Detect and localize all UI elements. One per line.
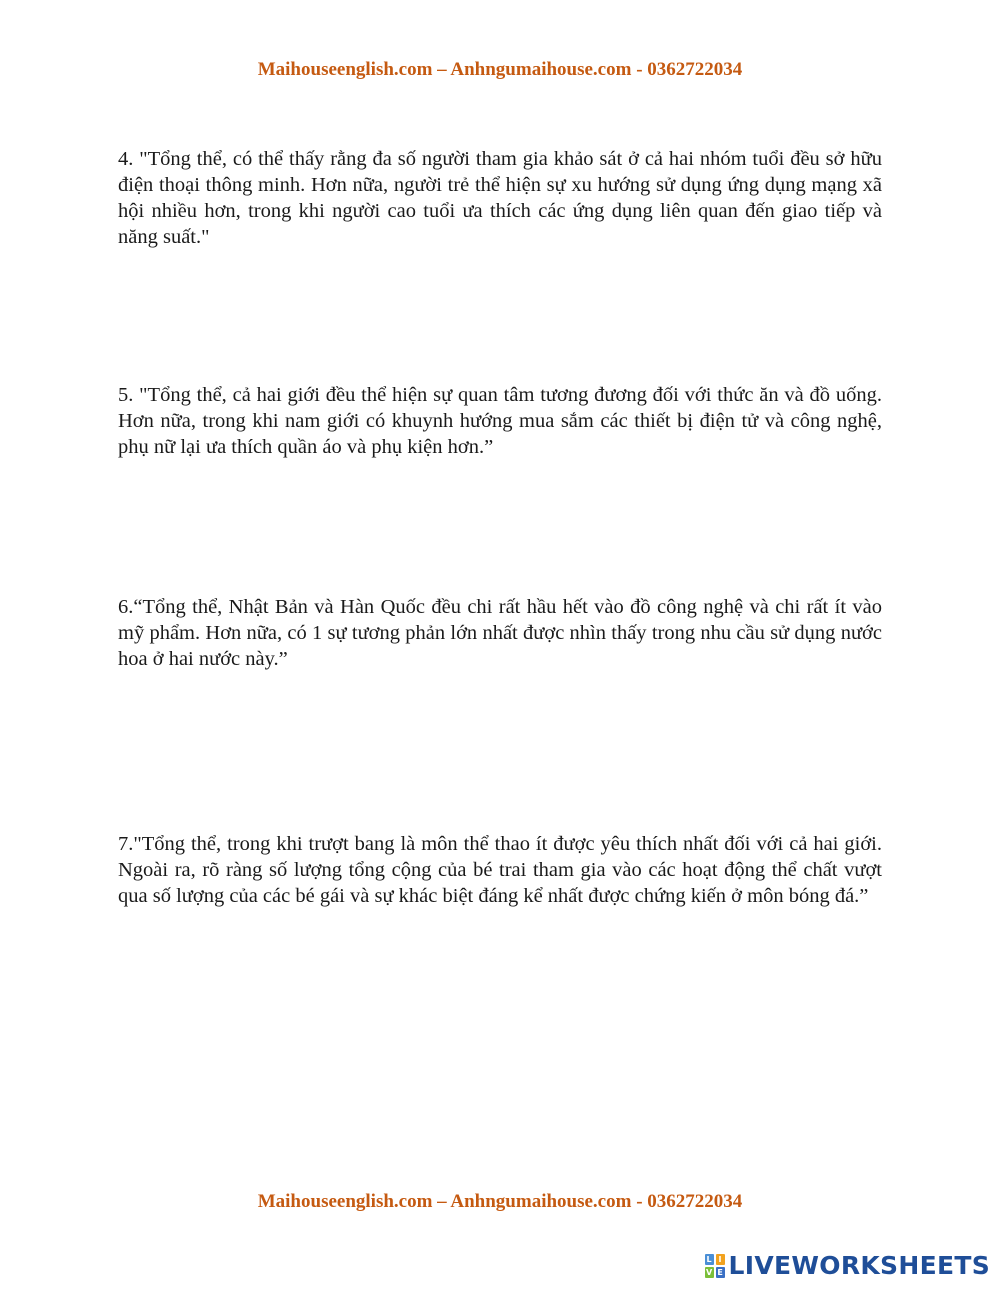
liveworksheets-logo-icon xyxy=(705,1254,725,1278)
paragraph-7: 7."Tổng thể, trong khi trượt bang là môn thể thao ít được yêu thích nhất đối với cả hai giới. Ngoài ra, rõ ràng số lượng tổng cộng của bé trai tham gia vào các hoạt động thể chất vượt qua số lượng của các bé gái và sự khác biệt đáng kể nhất được chứng kiến ở môn bóng đá.” xyxy=(118,833,882,907)
liveworksheets-brand[interactable] xyxy=(705,1251,990,1280)
logo-letter-i: I xyxy=(716,1254,725,1265)
logo-letter-e: E xyxy=(717,1267,723,1277)
page-header: Maihouseenglish.com – Anhngumaihouse.com - 0362722034 xyxy=(257,59,743,80)
paragraph-5: 5. "Tổng thể, cả hai giới đều thể hiện sự quan tâm tương đương đối với thức ăn và đồ uống. Hơn nữa, trong khi nam giới có khuynh hướng mua sắm các thiết bị điện tử và công nghệ, phụ nữ lại ưa thích quần áo và phụ kiện hơn.” xyxy=(118,384,882,458)
logo-letter-v: V xyxy=(705,1267,713,1277)
logo-letter-l: L xyxy=(706,1254,712,1264)
liveworksheets-wordmark: LIVEWORKSHEETS xyxy=(728,1251,990,1280)
paragraph-6: 6.“Tổng thể, Nhật Bản và Hàn Quốc đều chi rất hầu hết vào đồ công nghệ và chi rất ít vào mỹ phẩm. Hơn nữa, có 1 sự tương phản lớn nhất được nhìn thấy trong nhu cầu sử dụng nước hoa ở hai nước này.” xyxy=(118,596,882,670)
paragraph-4: 4. "Tổng thể, có thể thấy rằng đa số người tham gia khảo sát ở cả hai nhóm tuổi đều sở hữu điện thoại thông minh. Hơn nữa, người trẻ thể hiện sự xu hướng sử dụng ứng dụng mạng xã hội nhiều hơn, trong khi người cao tuổi ưa thích các ứng dụng liên quan đến giao tiếp và năng suất." xyxy=(118,148,882,248)
page-footer: Maihouseenglish.com – Anhngumaihouse.com - 0362722034 xyxy=(257,1191,743,1212)
